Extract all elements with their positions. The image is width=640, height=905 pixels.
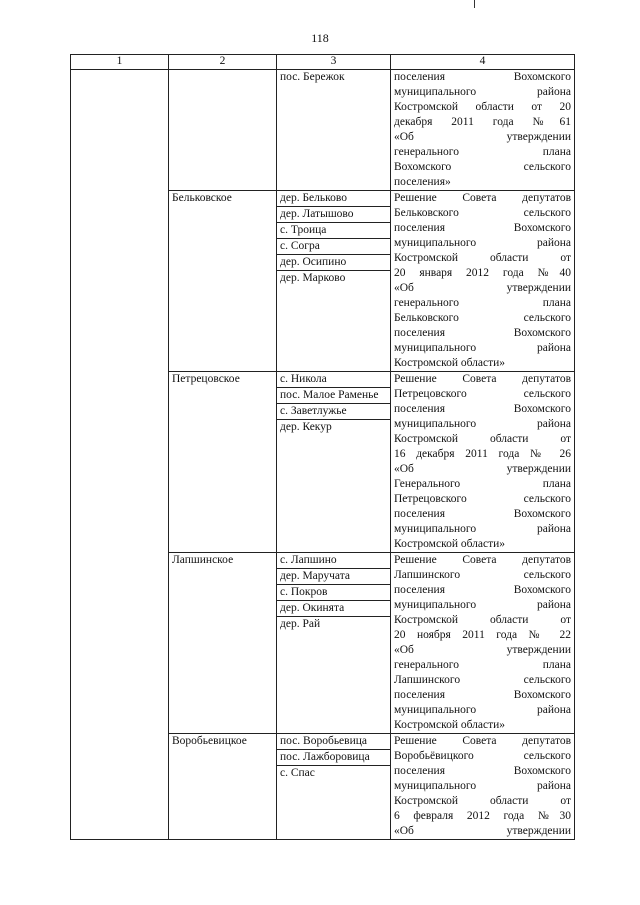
decision-line: «Об утверждении bbox=[394, 463, 571, 475]
locality-item: пос. Воробьевица bbox=[277, 734, 390, 750]
header-col-4: 4 bbox=[391, 55, 575, 70]
locality-item: дер. Бельково bbox=[277, 191, 390, 207]
decision-line: поселения Вохомского bbox=[394, 508, 571, 520]
locality-item: с. Лапшино bbox=[277, 553, 390, 569]
decision-line: поселения Вохомского bbox=[394, 222, 571, 234]
header-col-3: 3 bbox=[277, 55, 391, 70]
localities-cell bbox=[277, 734, 391, 840]
locality-item: дер. Осипино bbox=[277, 255, 390, 271]
table-row bbox=[71, 70, 575, 191]
localities-cell bbox=[277, 70, 391, 191]
locality-item: с. Согра bbox=[277, 239, 390, 255]
locality-item: дер. Латышово bbox=[277, 207, 390, 223]
settlement-name: Воробьевицкое bbox=[169, 734, 277, 840]
localities-cell bbox=[277, 553, 391, 734]
decision-text bbox=[391, 553, 575, 734]
decision-line: муниципального района bbox=[394, 418, 571, 430]
locality-item: дер. Кекур bbox=[280, 421, 332, 433]
decision-line: Решение Совета депутатов bbox=[394, 554, 571, 566]
decision-line: Лапшинского сельского bbox=[394, 569, 571, 581]
decision-text bbox=[391, 70, 575, 191]
decision-line: Генерального плана bbox=[394, 478, 571, 490]
decision-line: генерального плана bbox=[394, 659, 571, 671]
locality-item: с. Заветлужье bbox=[277, 404, 390, 420]
decision-line: Вохомского сельского bbox=[394, 161, 571, 173]
decision-line: Петрецовского сельского bbox=[394, 493, 571, 505]
decision-line: генерального плана bbox=[394, 297, 571, 309]
decision-line: поселения Вохомского bbox=[394, 584, 571, 596]
locality-item: дер. Рай bbox=[280, 618, 321, 630]
decision-line: поселения Вохомского bbox=[394, 689, 571, 701]
decision-line: Костромской области» bbox=[394, 719, 506, 731]
locality-item: пос. Малое Раменье bbox=[277, 388, 390, 404]
decision-line: Костромской области от 20 bbox=[394, 101, 571, 113]
locality-item: с. Никола bbox=[277, 372, 390, 388]
decision-line: декабря 2011 года №61 bbox=[394, 116, 571, 128]
decision-line: муниципального района bbox=[394, 342, 571, 354]
decision-line: Костромской области» bbox=[394, 538, 506, 550]
decision-text bbox=[391, 372, 575, 553]
locality-item: пос. Бережок bbox=[280, 71, 345, 83]
decision-line: Решение Совета депутатов bbox=[394, 735, 571, 747]
decision-line: поселения Вохомского bbox=[394, 765, 571, 777]
decision-line: Костромской области от bbox=[394, 252, 571, 264]
locality-item: дер. Марково bbox=[280, 272, 346, 284]
header-col-1: 1 bbox=[71, 55, 169, 70]
decision-line: 6 февраля 2012 года №30 bbox=[394, 810, 571, 822]
settlements-table bbox=[70, 54, 575, 840]
settlement-name: Петрецовское bbox=[169, 372, 277, 553]
decision-line: 20 января 2012 года №40 bbox=[394, 267, 571, 279]
decision-text bbox=[391, 191, 575, 372]
decision-text bbox=[391, 734, 575, 840]
decision-line: «Об утверждении bbox=[394, 825, 571, 837]
localities-cell bbox=[277, 372, 391, 553]
decision-line: 16 декабря 2011 года № 26 bbox=[394, 448, 571, 460]
decision-line: 20 ноября 2011 года № 22 bbox=[394, 629, 571, 641]
decision-line: Петрецовского сельского bbox=[394, 388, 571, 400]
scan-edge-mark bbox=[474, 0, 475, 8]
decision-line: Лапшинского сельского bbox=[394, 674, 571, 686]
locality-item: с. Спас bbox=[280, 767, 315, 779]
decision-line: Костромской области от bbox=[394, 795, 571, 807]
header-col-2: 2 bbox=[169, 55, 277, 70]
decision-line: Решение Совета депутатов bbox=[394, 373, 571, 385]
decision-line: муниципального района bbox=[394, 599, 571, 611]
locality-item: пос. Лажборовица bbox=[277, 750, 390, 766]
settlement-name: Лапшинское bbox=[169, 553, 277, 734]
decision-line: Костромской области от bbox=[394, 433, 571, 445]
locality-item: с. Покров bbox=[277, 585, 390, 601]
header-row bbox=[71, 55, 575, 70]
decision-line: Решение Совета депутатов bbox=[394, 192, 571, 204]
district-cell bbox=[71, 70, 169, 840]
decision-line: Воробьёвицкого сельского bbox=[394, 750, 571, 762]
decision-line: Бельковского сельского bbox=[394, 207, 571, 219]
settlement-name bbox=[169, 70, 277, 191]
decision-line: Бельковского сельского bbox=[394, 312, 571, 324]
settlement-name: Бельковское bbox=[169, 191, 277, 372]
localities-cell bbox=[277, 191, 391, 372]
decision-line: муниципального района bbox=[394, 780, 571, 792]
decision-line: Костромской области от bbox=[394, 614, 571, 626]
decision-line: поселения Вохомского bbox=[394, 327, 571, 339]
decision-line: «Об утверждении bbox=[394, 282, 571, 294]
page-number: 118 bbox=[311, 31, 329, 45]
locality-item: с. Троица bbox=[277, 223, 390, 239]
decision-line: поселения Вохомского bbox=[394, 71, 571, 83]
locality-item: дер. Окинята bbox=[277, 601, 390, 617]
decision-line: поселения Вохомского bbox=[394, 403, 571, 415]
decision-line: «Об утверждении bbox=[394, 644, 571, 656]
decision-line: Костромской области» bbox=[394, 357, 506, 369]
decision-line: поселения» bbox=[394, 176, 451, 188]
decision-line: муниципального района bbox=[394, 704, 571, 716]
locality-item: дер. Маручата bbox=[277, 569, 390, 585]
decision-line: муниципального района bbox=[394, 86, 571, 98]
decision-line: генерального плана bbox=[394, 146, 571, 158]
decision-line: муниципального района bbox=[394, 523, 571, 535]
decision-line: «Об утверждении bbox=[394, 131, 571, 143]
decision-line: муниципального района bbox=[394, 237, 571, 249]
